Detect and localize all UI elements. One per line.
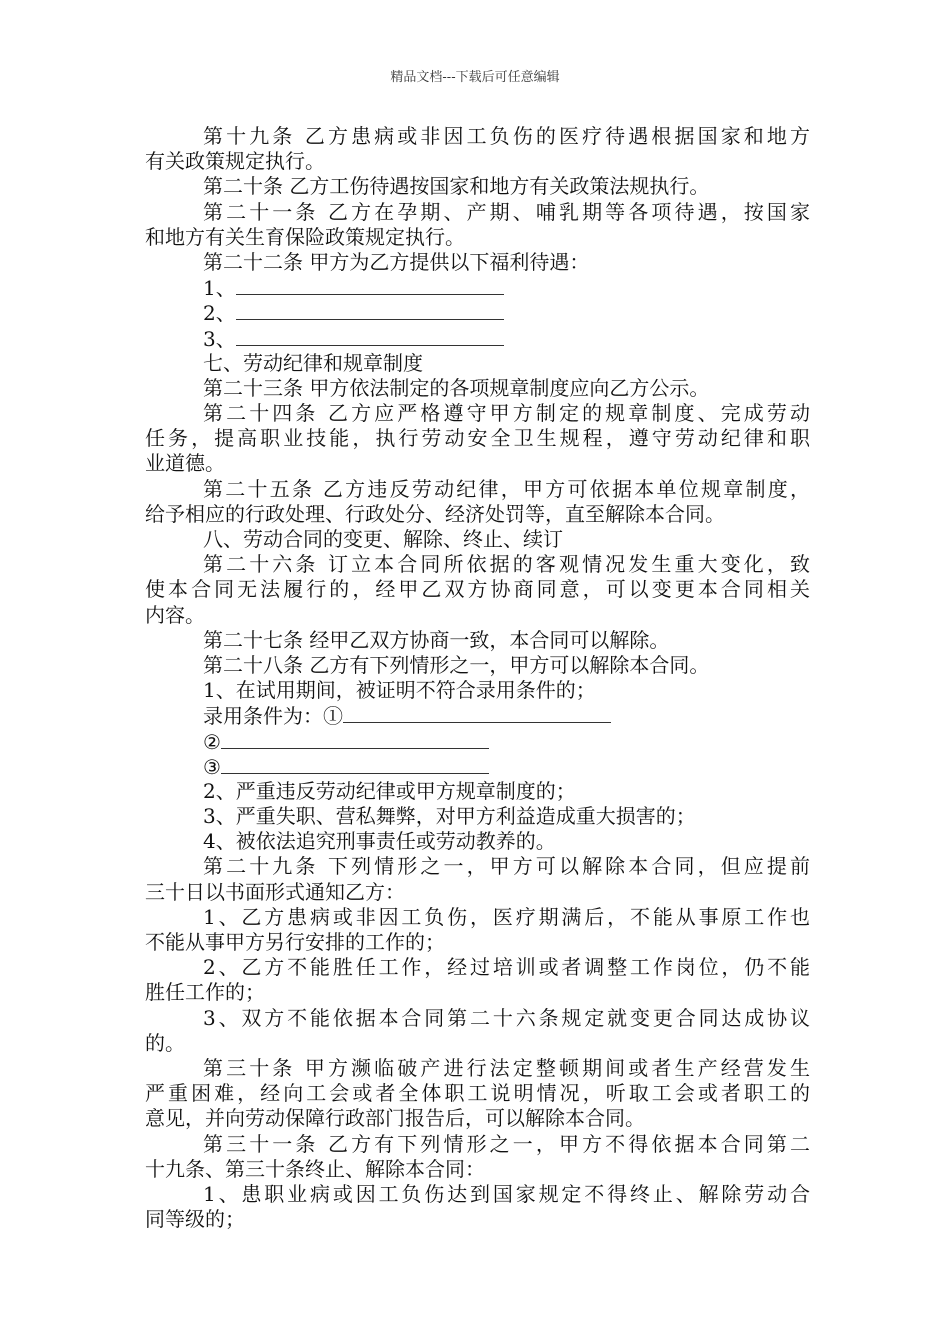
text-line-content: ② <box>203 729 221 754</box>
text-line-content: 的。 <box>145 1030 185 1055</box>
text-line <box>145 174 810 199</box>
fill-in-blank <box>236 326 504 346</box>
text-line <box>145 603 810 628</box>
text-line-content: 3、严重失职、营私舞弊，对甲方利益造成重大损害的； <box>203 804 696 829</box>
text-line <box>145 955 810 980</box>
document-body <box>145 124 810 1232</box>
text-line-content: 不能从事甲方另行安排的工作的； <box>145 930 445 954</box>
text-line <box>145 804 810 829</box>
text-line <box>145 326 810 351</box>
text-line-content: 内容。 <box>145 602 205 627</box>
text-line <box>145 552 810 577</box>
text-line-content: 3、 <box>203 326 236 351</box>
text-line-content: 八、劳动合同的变更、解除、终止、续订 <box>203 527 563 551</box>
text-line-content: 1、 <box>203 276 236 301</box>
text-line <box>145 300 810 325</box>
text-line <box>145 1031 810 1056</box>
text-line <box>145 829 810 854</box>
fill-in-blank <box>221 729 489 749</box>
text-line <box>145 527 810 552</box>
text-line-content: 4、被依法追究刑事责任或劳动教养的。 <box>203 829 556 854</box>
text-line-content: 严重困难，经向工会或者全体职工说明情况，听取工会或者职工的 <box>145 1081 810 1106</box>
page-header: 精品文档---下载后可任意编辑 <box>390 70 560 85</box>
text-line-content: 1、在试用期间，被证明不符合录用条件的； <box>203 678 596 703</box>
text-line-content: 录用条件为：① <box>203 704 343 729</box>
text-line <box>145 1207 810 1232</box>
text-line-content: 三十日以书面形式通知乙方： <box>145 879 405 904</box>
text-line-content: 第二十四条 乙方应严格遵守甲方制定的规章制度、完成劳动 <box>203 401 810 426</box>
text-line-content: 3、双方不能依据本合同第二十六条规定就变更合同达成协议 <box>203 1005 810 1030</box>
text-line-content: 第三十条 甲方濒临破产进行法定整顿期间或者生产经营发生 <box>203 1055 810 1080</box>
text-line-content: 有关政策规定执行。 <box>145 149 325 174</box>
text-line <box>145 1006 810 1031</box>
text-line <box>145 1106 810 1131</box>
text-line <box>145 653 810 678</box>
text-line <box>145 376 810 401</box>
text-line <box>145 1056 810 1081</box>
text-line-content: 1、患职业病或因工负伤达到国家规定不得终止、解除劳动合 <box>203 1181 810 1206</box>
text-line <box>145 729 810 754</box>
text-line-content: 任务，提高职业技能，执行劳动安全卫生规程，遵守劳动纪律和职 <box>145 426 810 451</box>
fill-in-blank <box>236 300 504 320</box>
text-line-content: ③ <box>203 754 221 779</box>
text-line-content: 第二十九条 下列情形之一，甲方可以解除本合同，但应提前 <box>203 854 810 879</box>
text-line-content: 1、乙方患病或非因工负伤，医疗期满后，不能从事原工作也 <box>203 904 810 929</box>
text-line <box>145 779 810 804</box>
text-line <box>145 451 810 476</box>
text-line <box>145 124 810 149</box>
text-line-content: 和地方有关生育保险政策规定执行。 <box>145 224 465 249</box>
text-line <box>145 754 810 779</box>
text-line <box>145 401 810 426</box>
text-line-content: 第十九条 乙方患病或非因工负伤的医疗待遇根据国家和地方 <box>203 124 810 148</box>
text-line <box>145 1081 810 1106</box>
text-line <box>145 880 810 905</box>
text-line-content: 2、 <box>203 301 236 326</box>
text-line <box>145 1157 810 1182</box>
text-line-content: 第二十三条 甲方依法制定的各项规章制度应向乙方公示。 <box>203 375 710 400</box>
text-line-content: 胜任工作的； <box>145 980 265 1005</box>
text-line-content: 业道德。 <box>145 451 225 476</box>
text-line <box>145 149 810 174</box>
text-line-content: 第二十六条 订立本合同所依据的客观情况发生重大变化，致 <box>203 552 810 577</box>
text-line <box>145 905 810 930</box>
text-line <box>145 502 810 527</box>
text-line <box>145 980 810 1005</box>
text-line-content: 第二十五条 乙方违反劳动纪律，甲方可依据本单位规章制度， <box>203 476 810 501</box>
text-line <box>145 225 810 250</box>
text-line <box>145 703 810 728</box>
text-line <box>145 678 810 703</box>
text-line-content: 2、严重违反劳动纪律或甲方规章制度的； <box>203 778 576 803</box>
text-line-content: 第二十条 乙方工伤待遇按国家和地方有关政策法规执行。 <box>203 174 710 199</box>
text-line <box>145 1132 810 1157</box>
fill-in-blank <box>221 754 489 774</box>
text-line-content: 意见，并向劳动保障行政部门报告后，可以解除本合同。 <box>145 1106 645 1131</box>
text-line-content: 第三十一条 乙方有下列情形之一，甲方不得依据本合同第二 <box>203 1131 810 1156</box>
text-line <box>145 577 810 602</box>
text-line-content: 同等级的； <box>145 1207 245 1232</box>
text-line-content: 使本合同无法履行的，经甲乙双方协商同意，可以变更本合同相关 <box>145 577 810 602</box>
text-line-content: 第二十七条 经甲乙双方协商一致，本合同可以解除。 <box>203 627 670 652</box>
fill-in-blank <box>236 275 504 295</box>
text-line <box>145 275 810 300</box>
text-line-content: 第二十一条 乙方在孕期、产期、哺乳期等各项待遇，按国家 <box>203 199 810 224</box>
fill-in-blank <box>343 703 611 723</box>
text-line <box>145 1182 810 1207</box>
text-line-content: 2、乙方不能胜任工作，经过培训或者调整工作岗位，仍不能 <box>203 955 810 980</box>
text-line <box>145 477 810 502</box>
text-line <box>145 930 810 955</box>
text-line <box>145 854 810 879</box>
text-line <box>145 426 810 451</box>
text-line <box>145 200 810 225</box>
text-line <box>145 628 810 653</box>
text-line-content: 第二十八条 乙方有下列情形之一，甲方可以解除本合同。 <box>203 652 710 677</box>
text-line-content: 第二十二条 甲方为乙方提供以下福利待遇： <box>203 249 590 274</box>
text-line-content: 七、劳动纪律和规章制度 <box>203 350 423 375</box>
text-line-content: 给予相应的行政处理、行政处分、经济处罚等，直至解除本合同。 <box>145 501 725 526</box>
text-line-content: 十九条、第三十条终止、解除本合同： <box>145 1156 485 1181</box>
text-line <box>145 351 810 376</box>
text-line <box>145 250 810 275</box>
